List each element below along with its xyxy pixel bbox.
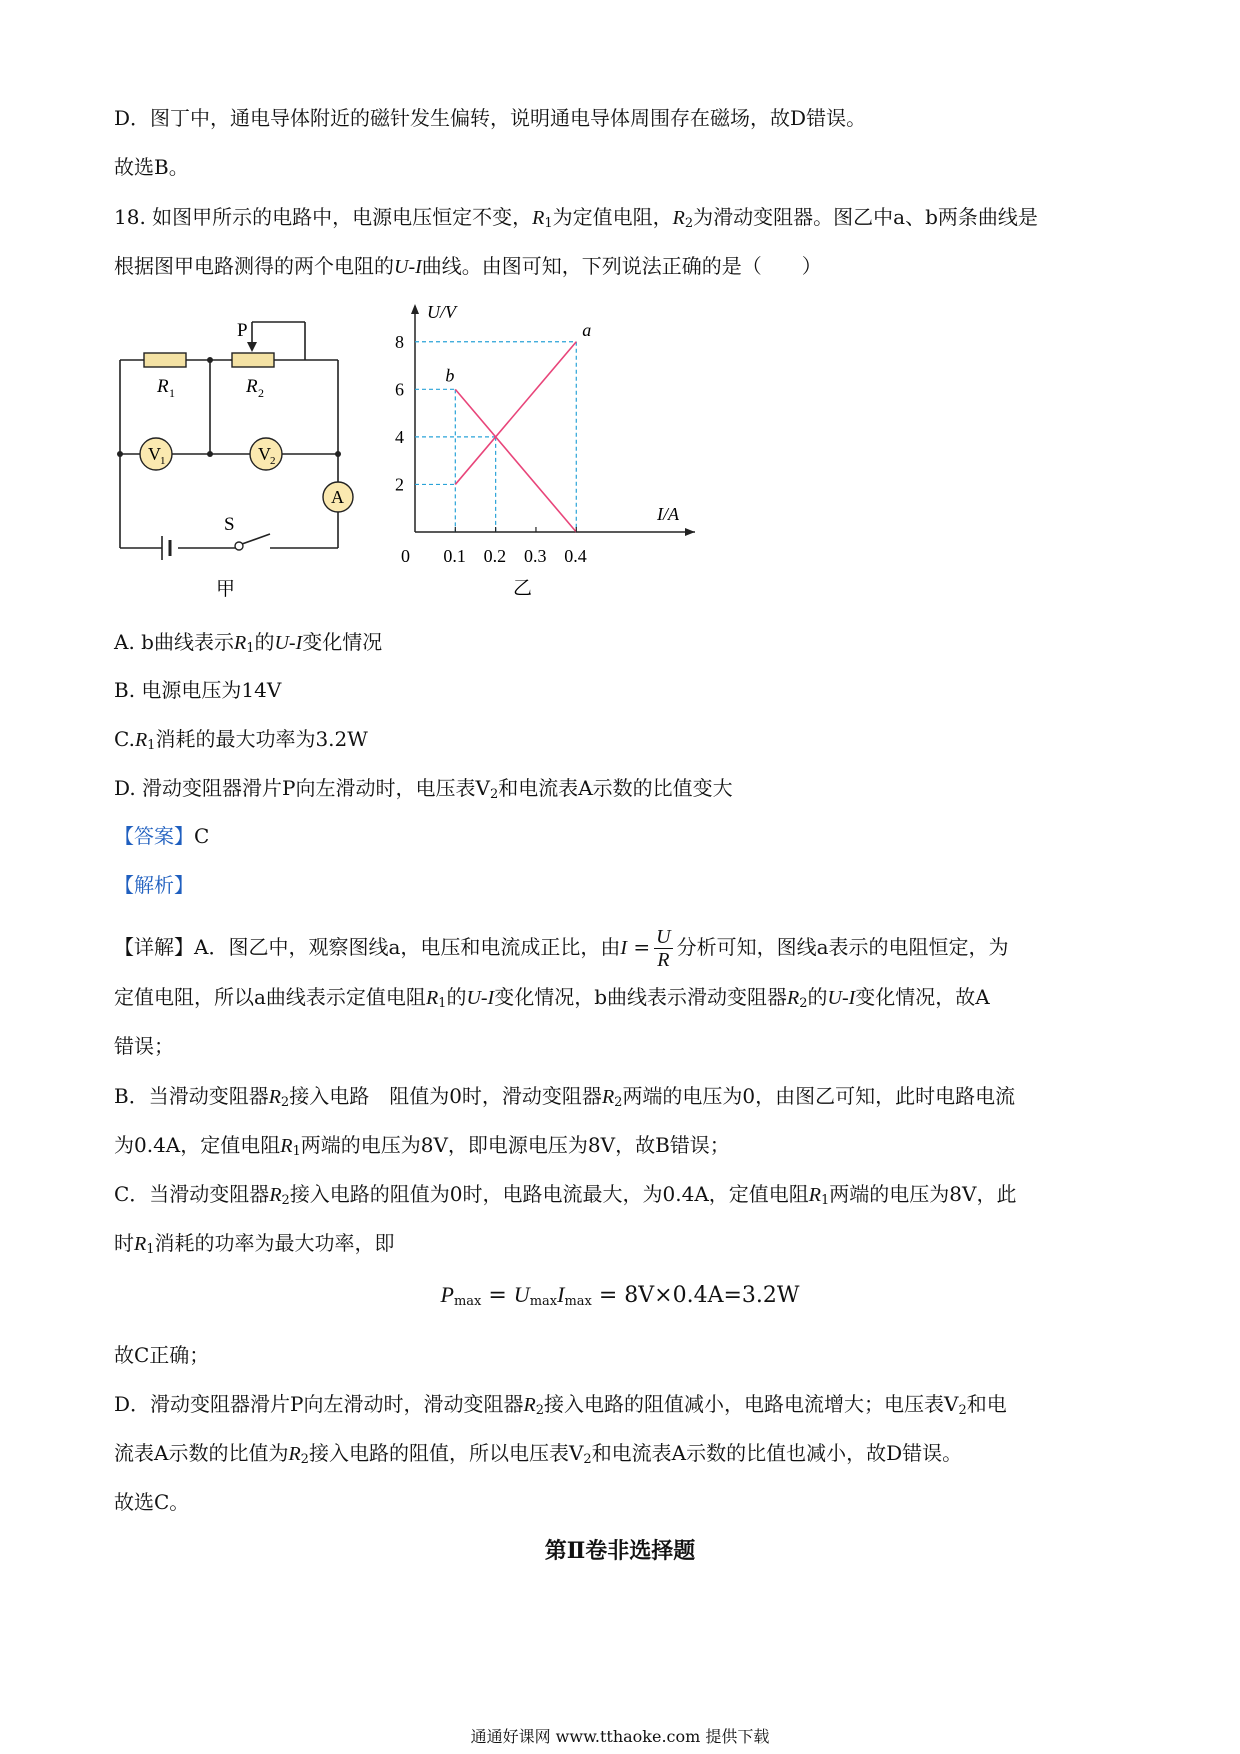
slider-label: P [237, 320, 248, 341]
final-choice: 故选C。 [114, 1490, 190, 1514]
y-tick-label-4: 4 [395, 426, 404, 447]
option-c: $C.R_1$消耗的最大功率为3.2W [114, 727, 368, 753]
y-tick-label-6: 6 [395, 379, 404, 400]
x-axis-label: I/A [657, 504, 679, 524]
prev-option-d: D．图丁中，通电导体附近的磁针发生偏转，说明通电导体周围存在磁场，故D错误。 [114, 106, 867, 130]
detail-c-line2: 时$R_1$消耗的功率为最大功率，即 [114, 1231, 395, 1257]
y-axis-label: U/V [427, 302, 456, 322]
detail-c-line1: C．当滑动变阻器$R_2$接入电路的阻值为0时，电路电流最大，为0.4A，定值电阻$R_1$两端的电压为8V，此 [114, 1182, 1017, 1208]
r1-label: R [157, 376, 169, 397]
option-a: A. b曲线表示$R_1$的U-I变化情况 [114, 630, 383, 656]
prev-choice: 故选B。 [114, 155, 189, 179]
detail-d-line2: 流表A示数的比值为$R_2$接入电路的阻值，所以电压表$V_2$和电流表A示数的比值也减小，故D错误。 [114, 1441, 963, 1467]
y-tick-label-8: 8 [395, 331, 404, 352]
v1-label: V [148, 444, 161, 464]
detail-b-line1: B．当滑动变阻器$R_2$接入电路 阻值为0时，滑动变阻器$R_2$两端的电压为0，由图乙可知，此时电路电流 [114, 1084, 1016, 1110]
v1-sub: 1 [160, 455, 166, 467]
x-tick-label-0.3: 0.3 [523, 546, 547, 566]
v2-label: V [258, 444, 271, 464]
series-line-a [455, 342, 576, 485]
v2-sub: 2 [270, 455, 276, 467]
page-footer: 通通好课网 www.tthaoke.com 提供下载 [470, 1727, 770, 1746]
option-b: B. 电源电压为14V [114, 678, 282, 702]
analysis-label: 【解析】 [114, 873, 194, 897]
detail-a-line2: 定值电阻，所以a曲线表示定值电阻$R_1$的U-I变化情况，b曲线表示滑动变阻器$R_2$的U-I变化情况，故A [114, 985, 990, 1011]
question-18-line2: 根据图甲电路测得的两个电阻的U-I曲线。由图可知，下列说法正确的是（ ） [114, 254, 822, 278]
answer: 【答案】C [114, 824, 210, 848]
power-formula: $P_{max} = U_{max}I_{max} = 8V\times 0.4A=3.2W$ [440, 1282, 800, 1309]
fraction-u-over-r: $\frac{U}{R}$ [656, 926, 671, 971]
switch-label: S [224, 514, 235, 535]
r1-sub: 1 [169, 386, 175, 400]
y-axis-arrow [411, 304, 419, 314]
detail-a-line3: 错误； [114, 1034, 174, 1058]
detail-d-line1: D．滑动变阻器滑片P向左滑动时，滑动变阻器$R_2$接入电路的阻值减小，电路电流增大；电压表$V_2$和电 [114, 1392, 1007, 1418]
x-axis-arrow [685, 528, 695, 536]
detail-b-line2: 为0.4A，定值电阻$R_1$两端的电压为8V，即电源电压为8V，故B错误； [114, 1133, 730, 1159]
question-18-line1: 18. 如图甲所示的电路中，电源电压恒定不变，$R_1$为定值电阻，$R_2$为滑动变阻器。图乙中a、b两条曲线是 [114, 205, 1038, 231]
series-label-a: a [582, 319, 592, 340]
x-tick-label-0.1: 0.1 [443, 546, 466, 566]
section-title: 第Ⅱ卷非选择题 [544, 1538, 696, 1564]
x-tick-label-0.2: 0.2 [483, 546, 507, 566]
ammeter-label: A [331, 487, 344, 507]
detail-c-conclusion: 故C正确； [114, 1343, 210, 1367]
y-tick-label-2: 2 [395, 474, 404, 495]
series-label-b: b [445, 365, 455, 386]
r2-sub: 2 [258, 386, 264, 400]
r2-label: R [246, 376, 258, 397]
detail-a-line1: 【详解】A．图乙中，观察图线a，电压和电流成正比，由I = $\frac{U}{R}$ 分析可知，图线a表示的电阻恒定，为 [114, 926, 1009, 971]
circuit-caption: 甲 [216, 579, 236, 600]
chart-caption: 乙 [513, 578, 533, 599]
series-line-b [455, 389, 576, 532]
x-tick-label-0: 0 [401, 546, 410, 566]
option-d: D. 滑动变阻器滑片P向左滑动时，电压表$V_2$和电流表A示数的比值变大 [114, 776, 733, 802]
x-tick-label-0.4: 0.4 [564, 546, 587, 566]
ui-chart [395, 300, 705, 600]
circuit-diagram [110, 312, 360, 602]
